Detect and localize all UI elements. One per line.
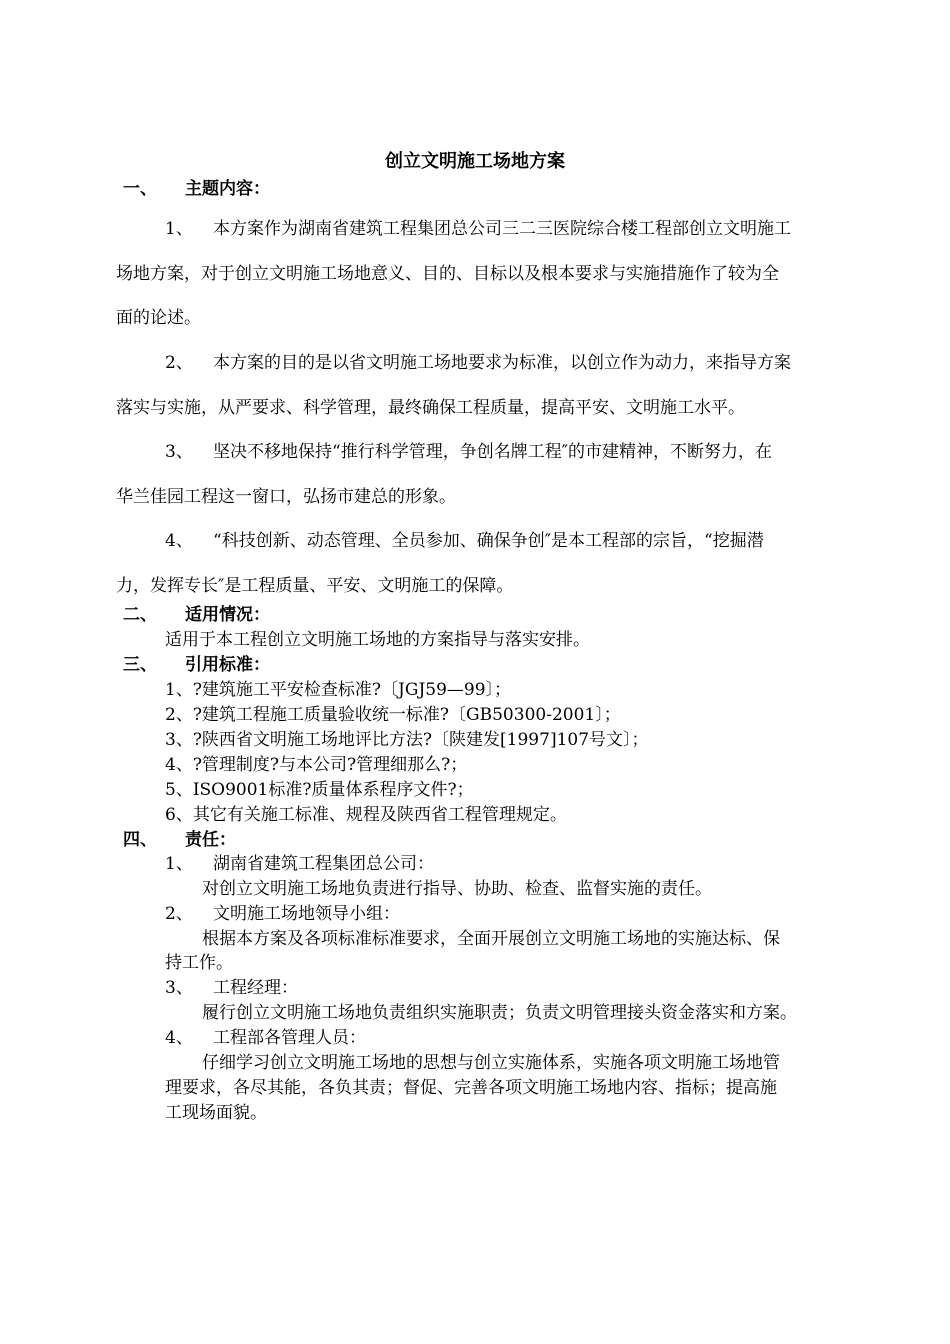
paragraph-number: 3、: [165, 442, 193, 462]
list-item: 1、?建筑施工平安检查标准?〔JGJ59—99〕；: [165, 680, 512, 700]
paragraph-line: 本方案的目的是以省文明施工场地要求为标准，以创立作为动力，来指导方案: [213, 353, 791, 373]
paragraph-line: 理要求，各尽其能，各负其责；督促、完善各项文明施工场地内容、指标；提高施: [165, 1078, 777, 1098]
paragraph-line: 履行创立文明施工场地负责组织实施职责；负责文明管理接头资金落实和方案。: [202, 1003, 797, 1023]
section-title: 主题内容：: [185, 179, 270, 199]
list-item: 3、?陕西省文明施工场地评比方法?〔陕建发[1997]107号文〕；: [165, 730, 649, 750]
responsibility-number: 4、: [165, 1028, 193, 1048]
responsibility-label: 文明施工场地领导小组：: [213, 904, 400, 924]
paragraph-line: 仔细学习创立文明施工场地的思想与创立实施体系，实施各项文明施工场地管: [202, 1053, 780, 1073]
responsibility-number: 1、: [165, 854, 193, 874]
list-item: 4、?管理制度?与本公司?管理细那么?；: [165, 755, 468, 775]
responsibility-number: 2、: [165, 904, 193, 924]
section-number: 二、: [123, 605, 157, 625]
paragraph-line: 华兰佳园工程这一窗口，弘扬市建总的形象。: [116, 487, 456, 507]
paragraph-line: 落实与实施，从严要求、科学管理，最终确保工程质量，提高平安、文明施工水平。: [116, 398, 745, 418]
paragraph-number: 1、: [165, 219, 193, 239]
paragraph-line: 力，发挥专长″是工程质量、平安、文明施工的保障。: [116, 576, 514, 596]
responsibility-label: 工程部各管理人员：: [213, 1028, 366, 1048]
paragraph-number: 2、: [165, 353, 193, 373]
list-item: 6、其它有关施工标准、规程及陕西省工程管理规定。: [165, 805, 567, 825]
section-title: 适用情况：: [185, 605, 270, 625]
section-number: 四、: [123, 830, 157, 850]
responsibility-number: 3、: [165, 978, 193, 998]
section-number: 三、: [123, 655, 157, 675]
responsibility-label: 湖南省建筑工程集团总公司：: [213, 854, 434, 874]
section-number: 一、: [123, 179, 157, 199]
paragraph-line: 适用于本工程创立文明施工场地的方案指导与落实安排。: [165, 630, 590, 650]
paragraph-line: 面的论述。: [116, 308, 201, 328]
section-heading-1: [123, 174, 270, 199]
paragraph-line: 场地方案，对于创立文明施工场地意义、目的、目标以及根本要求与实施措施作了较为全: [116, 264, 779, 284]
document-title: 创立文明施工场地方案: [385, 151, 565, 172]
paragraph-line: 工现场面貌。: [165, 1103, 267, 1123]
paragraph-line: 对创立文明施工场地负责进行指导、协助、检查、监督实施的责任。: [202, 879, 712, 899]
paragraph-line: 坚决不移地保持“推行科学管理，争创名牌工程″的市建精神，不断努力，在: [213, 442, 773, 462]
paragraph-number: 4、: [165, 531, 193, 551]
paragraph-line: 根据本方案及各项标准标准要求，全面开展创立文明施工场地的实施达标、保: [202, 929, 780, 949]
section-heading-2: [123, 600, 270, 625]
section-title: 责任：: [185, 830, 236, 850]
list-item: 5、ISO9001标准?质量体系程序文件?；: [165, 780, 474, 800]
section-title: 引用标准：: [185, 655, 270, 675]
section-heading-4: [123, 825, 236, 850]
paragraph-line: “科技创新、动态管理、全员参加、确保争创″是本工程部的宗旨，“挖掘潜: [213, 531, 764, 551]
responsibility-label: 工程经理：: [213, 978, 298, 998]
list-item: 2、?建筑工程施工质量验收统一标准?〔GB50300-2001〕；: [165, 705, 621, 725]
section-heading-3: [123, 650, 270, 675]
paragraph-line: 持工作。: [165, 953, 233, 973]
paragraph-line: 本方案作为湖南省建筑工程集团总公司三二三医院综合楼工程部创立文明施工: [213, 219, 791, 239]
